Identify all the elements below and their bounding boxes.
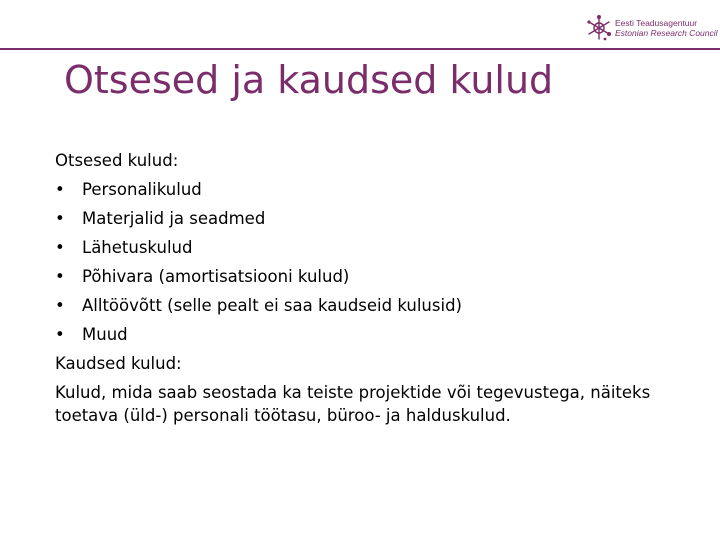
bullet-icon: • <box>55 180 65 199</box>
bullet-icon: • <box>55 209 65 228</box>
list-item <box>55 204 695 233</box>
bullet-icon: • <box>55 325 65 344</box>
bullet-icon: • <box>55 238 65 257</box>
list-item-label: Lähetuskulud <box>82 238 193 257</box>
indirect-costs-heading: Kaudsed kulud: <box>55 354 182 373</box>
header-divider <box>0 48 720 50</box>
list-item <box>55 291 695 320</box>
list-item <box>55 262 695 291</box>
list-item-label: Muud <box>82 325 128 344</box>
list-item-label: Personalikulud <box>82 180 202 199</box>
logo-text-estonian: Eesti Teadusagentuur <box>615 18 698 28</box>
list-item-label: Alltöövõtt (selle pealt ei saa kaudseid kulusid) <box>82 296 462 315</box>
logo <box>585 13 718 43</box>
logo-mark-icon <box>585 14 613 42</box>
direct-costs-heading: Otsesed kulud: <box>55 151 179 170</box>
bullet-icon: • <box>55 267 65 286</box>
slide-content <box>55 146 695 427</box>
list-item <box>55 320 695 349</box>
logo-text <box>615 18 718 38</box>
indirect-costs-description: Kulud, mida saab seostada ka teiste projektide või tegevustega, näiteks toetava (üld-) personali töötasu, büroo- ja halduskulud. <box>55 383 651 425</box>
list-item <box>55 233 695 262</box>
direct-costs-list <box>55 175 695 349</box>
slide-title: Otsesed ja kaudsed kulud <box>64 58 554 102</box>
logo-text-english: Estonian Research Council <box>615 28 718 38</box>
bullet-icon: • <box>55 296 65 315</box>
list-item-label: Materjalid ja seadmed <box>82 209 266 228</box>
list-item <box>55 175 695 204</box>
list-item-label: Põhivara (amortisatsiooni kulud) <box>82 267 350 286</box>
